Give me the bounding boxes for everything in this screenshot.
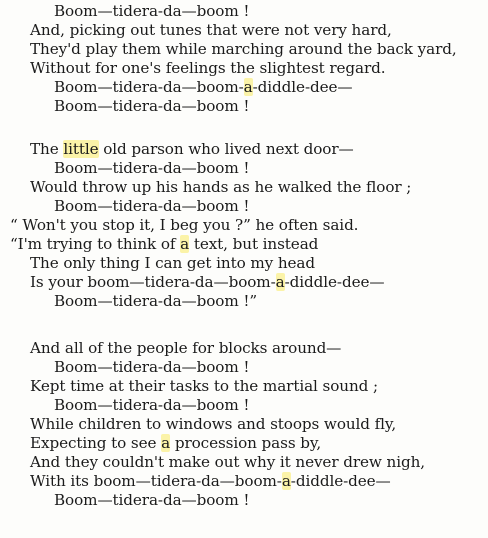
poem-line bbox=[0, 2, 488, 21]
line-text: And, picking out tunes that were not very hard, bbox=[30, 21, 392, 39]
line-text: Boom—tidera-da—boom ! bbox=[54, 358, 250, 376]
poem-line bbox=[0, 97, 488, 116]
highlighted-word: a bbox=[161, 434, 171, 452]
poem-line bbox=[0, 491, 488, 510]
line-text: Boom—tidera-da—boom ! bbox=[54, 159, 250, 177]
line-text: text, but instead bbox=[189, 235, 319, 253]
poem-line bbox=[0, 216, 488, 235]
line-text: Without for one's feelings the slightest regard. bbox=[30, 59, 386, 77]
line-text: The bbox=[30, 140, 64, 158]
line-text: While children to windows and stoops would fly, bbox=[30, 415, 397, 433]
poem-line bbox=[0, 59, 488, 78]
poem-line bbox=[0, 197, 488, 216]
poem-line bbox=[0, 78, 488, 97]
highlighted-word: little bbox=[63, 140, 99, 158]
line-text: -diddle-dee— bbox=[252, 78, 353, 96]
poem-line bbox=[0, 21, 488, 40]
line-text: Boom—tidera-da—boom ! bbox=[54, 396, 250, 414]
poem-line bbox=[0, 415, 488, 434]
line-text: procession pass by, bbox=[170, 434, 322, 452]
poem-line bbox=[0, 159, 488, 178]
highlighted-word: a bbox=[281, 472, 291, 490]
poem-line bbox=[0, 273, 488, 292]
stanza-1 bbox=[0, 2, 488, 116]
line-text: Expecting to see bbox=[30, 434, 162, 452]
poem-line bbox=[0, 140, 488, 159]
poem-line bbox=[0, 453, 488, 472]
poem-line bbox=[0, 472, 488, 491]
stanza-2 bbox=[0, 140, 488, 311]
highlighted-word: a bbox=[243, 78, 253, 96]
line-text: Boom—tidera-da—boom- bbox=[54, 78, 244, 96]
highlighted-word: a bbox=[275, 273, 285, 291]
poem-line bbox=[0, 178, 488, 197]
stanza-3 bbox=[0, 339, 488, 510]
line-text: -diddle-dee— bbox=[284, 273, 385, 291]
line-text: Would throw up his hands as he walked the floor ; bbox=[30, 178, 412, 196]
poem-line bbox=[0, 358, 488, 377]
poem-line bbox=[0, 292, 488, 311]
line-text: Boom—tidera-da—boom ! bbox=[54, 97, 250, 115]
line-text: Boom—tidera-da—boom ! bbox=[54, 197, 250, 215]
line-text: “ Won't you stop it, I beg you ?” he often said. bbox=[10, 216, 359, 234]
line-text: They'd play them while marching around the back yard, bbox=[30, 40, 457, 58]
highlighted-word: a bbox=[180, 235, 190, 253]
line-text: -diddle-dee— bbox=[290, 472, 391, 490]
poem-line bbox=[0, 254, 488, 273]
poem-line bbox=[0, 235, 488, 254]
line-text: And all of the people for blocks around— bbox=[30, 339, 342, 357]
poem-line bbox=[0, 339, 488, 358]
line-text: The only thing I can get into my head bbox=[30, 254, 315, 272]
line-text: With its boom—tidera-da—boom- bbox=[30, 472, 282, 490]
line-text: old parson who lived next door— bbox=[98, 140, 354, 158]
line-text: “I'm trying to think of bbox=[10, 235, 181, 253]
line-text: Boom—tidera-da—boom ! bbox=[54, 2, 250, 20]
line-text: Is your boom—tidera-da—boom- bbox=[30, 273, 276, 291]
poem-line bbox=[0, 396, 488, 415]
line-text: Boom—tidera-da—boom !” bbox=[54, 292, 258, 310]
poem-line bbox=[0, 40, 488, 59]
line-text: And they couldn't make out why it never drew nigh, bbox=[30, 453, 425, 471]
line-text: Boom—tidera-da—boom ! bbox=[54, 491, 250, 509]
poem-line bbox=[0, 377, 488, 396]
poem-line bbox=[0, 434, 488, 453]
line-text: Kept time at their tasks to the martial sound ; bbox=[30, 377, 378, 395]
